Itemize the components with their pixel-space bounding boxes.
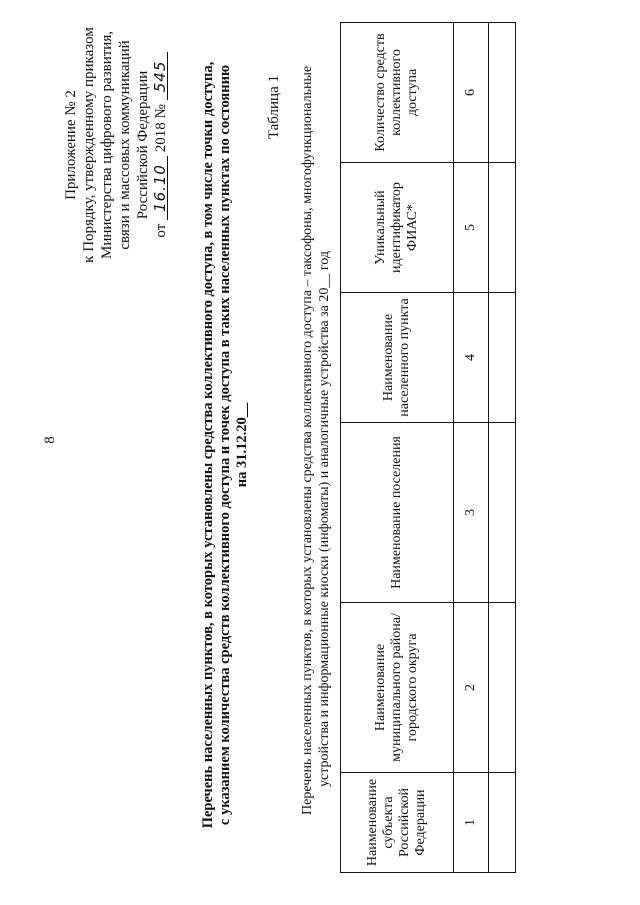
column-number: 2: [454, 603, 489, 773]
table-empty-row: [489, 23, 516, 873]
column-number: 6: [454, 23, 489, 163]
appendix-line: Приложение № 2: [63, 90, 79, 200]
handwritten-date: 16.10: [153, 156, 168, 220]
settlements-table: [340, 22, 516, 873]
header-cell: Наименование поселения: [341, 423, 454, 603]
empty-cell: [489, 603, 516, 773]
header-cell: Наименование населенного пункта: [341, 293, 454, 423]
title-line: Перечень населенных пунктов, в которых установлены средства коллективного доступа, в том числе точки доступа,: [200, 61, 216, 829]
table-number-row: [454, 23, 489, 873]
appendix-line: связи и массовых коммуникаций: [117, 40, 133, 250]
title-line: на 31.12.20__: [234, 402, 250, 488]
header-cell: Уникальный идентификатор ФИАС*: [341, 163, 454, 293]
header-cell: Наименование субъекта Российской Федерации: [341, 773, 454, 873]
title-line: с указанием количества средств коллективного доступа и точек доступа в таких населенных пунктах по состоянию: [217, 64, 233, 826]
handwritten-order-number: 545: [153, 52, 168, 100]
page-number: 8: [42, 436, 58, 444]
table-description: [299, 5, 333, 815]
column-number: 5: [454, 163, 489, 293]
table-header-row: [341, 23, 454, 873]
empty-cell: [489, 293, 516, 423]
column-number: 1: [454, 773, 489, 873]
date-prefix: от: [153, 223, 169, 238]
document-title: [200, 45, 251, 845]
header-cell: Количество средств коллективного доступа: [341, 23, 454, 163]
empty-cell: [489, 773, 516, 873]
appendix-date-line: [152, 0, 170, 295]
appendix-line: к Порядку, утвержденному приказом: [81, 27, 97, 263]
appendix-line: Российской Федерации: [135, 70, 151, 220]
column-number: 4: [454, 293, 489, 423]
empty-cell: [489, 423, 516, 603]
appendix-line: Министерства цифрового развития,: [99, 31, 115, 260]
description-line: Перечень населенных пунктов, в которых установлены средства коллективного доступа – таксофоны, многофункциональные: [300, 65, 315, 815]
empty-cell: [489, 23, 516, 163]
date-year: 2018 №: [153, 104, 169, 153]
appendix-header: [62, 0, 170, 295]
column-number: 3: [454, 423, 489, 603]
description-line: устройства и информационные киоски (инфоматы) и аналогичные устройства за 20__ год: [317, 250, 332, 787]
empty-cell: [489, 163, 516, 293]
header-cell: Наименование муниципального района/городского округа: [341, 603, 454, 773]
table-label: Таблица 1: [266, 75, 282, 140]
